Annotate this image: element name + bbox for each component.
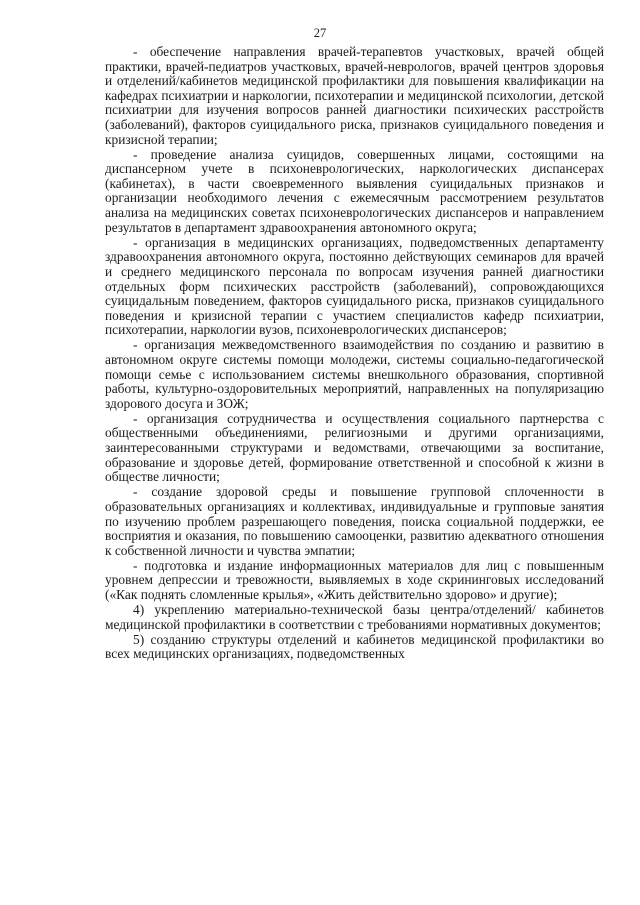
paragraph-interagency-cooperation: - организация межведомственного взаимодействия по созданию и развитию в автономном округе системы помощи молодежи, системы социально-педагогической помощи семье с использованием системы внешкольного образования, спортивной работы, культурно-оздоровительных мероприятий, направленных на популяризацию здорового досуга и ЗОЖ; — [105, 337, 604, 411]
paragraph-information-materials: - подготовка и издание информационных материалов для лиц с повышенным уровнем депрессии и тревожности, выявляемых в ходе скрининговых исследований («Как поднять сломленные крылья», «Жить действительно здорово» и другие); — [105, 557, 604, 602]
paragraph-item-5: 5) созданию структуры отделений и кабинетов медицинской профилактики во всех медицинских организациях, подведомственных — [105, 631, 604, 662]
paragraph-healthy-environment: - создание здоровой среды и повышение групповой сплоченности в образовательных организациях и коллективах, индивидуальные и групповые занятия по изучению проблем разрешающего поведения, поиска социальной поддержки, ее восприятия и оказания, по повышению самооценки, развитию адекватного отношения к собственной личности и чувства эмпатии; — [105, 484, 604, 558]
document-body — [105, 45, 604, 662]
paragraph-referral-training: - обеспечение направления врачей-терапевтов участковых, врачей общей практики, врачей-педиатров участковых, врачей-неврологов, врачей центров здоровья и отделений/кабинетов медицинской профилактики для повышения квалификации на кафедрах психиатрии и наркологии, психотерапии и медицинской психологии, детской психиатрии для изучения вопросов ранней диагностики психических расстройств (заболеваний), факторов суицидального риска, признаков суицидального поведения и кризисной терапии; — [105, 44, 604, 147]
paragraph-social-partnership: - организация сотрудничества и осуществления социального партнерства с общественными объединениями, религиозными и другими организациями, заинтересованными структурами и ведомствами, отвечающими за воспитание, образование и здоровье детей, формирование ответственной и способной к жизни в обществе личности; — [105, 410, 604, 485]
paragraph-suicide-analysis: - проведение анализа суицидов, совершенных лицами, состоящими на диспансерном учете в психоневрологических, наркологических диспансерах (кабинетах), в части своевременного выявления суицидальных признаков и организации необходимого лечения с ежемесячным рассмотрением результатов анализа на медицинских советах психоневрологических диспансеров и направлением результатов в департамент здравоохранения автономного округа; — [105, 146, 604, 235]
paragraph-item-4: 4) укреплению материально-технической базы центра/отделений/ кабинетов медицинской профилактики в соответствии с требованиями нормативных документов; — [105, 602, 604, 632]
paragraph-seminars: - организация в медицинских организациях, подведомственных департаменту здравоохранения автономного округа, постоянно действующих семинаров для врачей и среднего медицинского персонала по вопросам изучения ранней диагностики отдельных форм психических расстройств (заболеваний), сопровождающихся суицидальным поведением, факторов суицидального риска, признаков суицидального поведения и кризисной терапии с участием специалистов кафедр психиатрии, психотерапии, наркологии вузов, психоневрологических диспансеров; — [105, 234, 604, 338]
page-number: 27 — [313, 26, 327, 40]
